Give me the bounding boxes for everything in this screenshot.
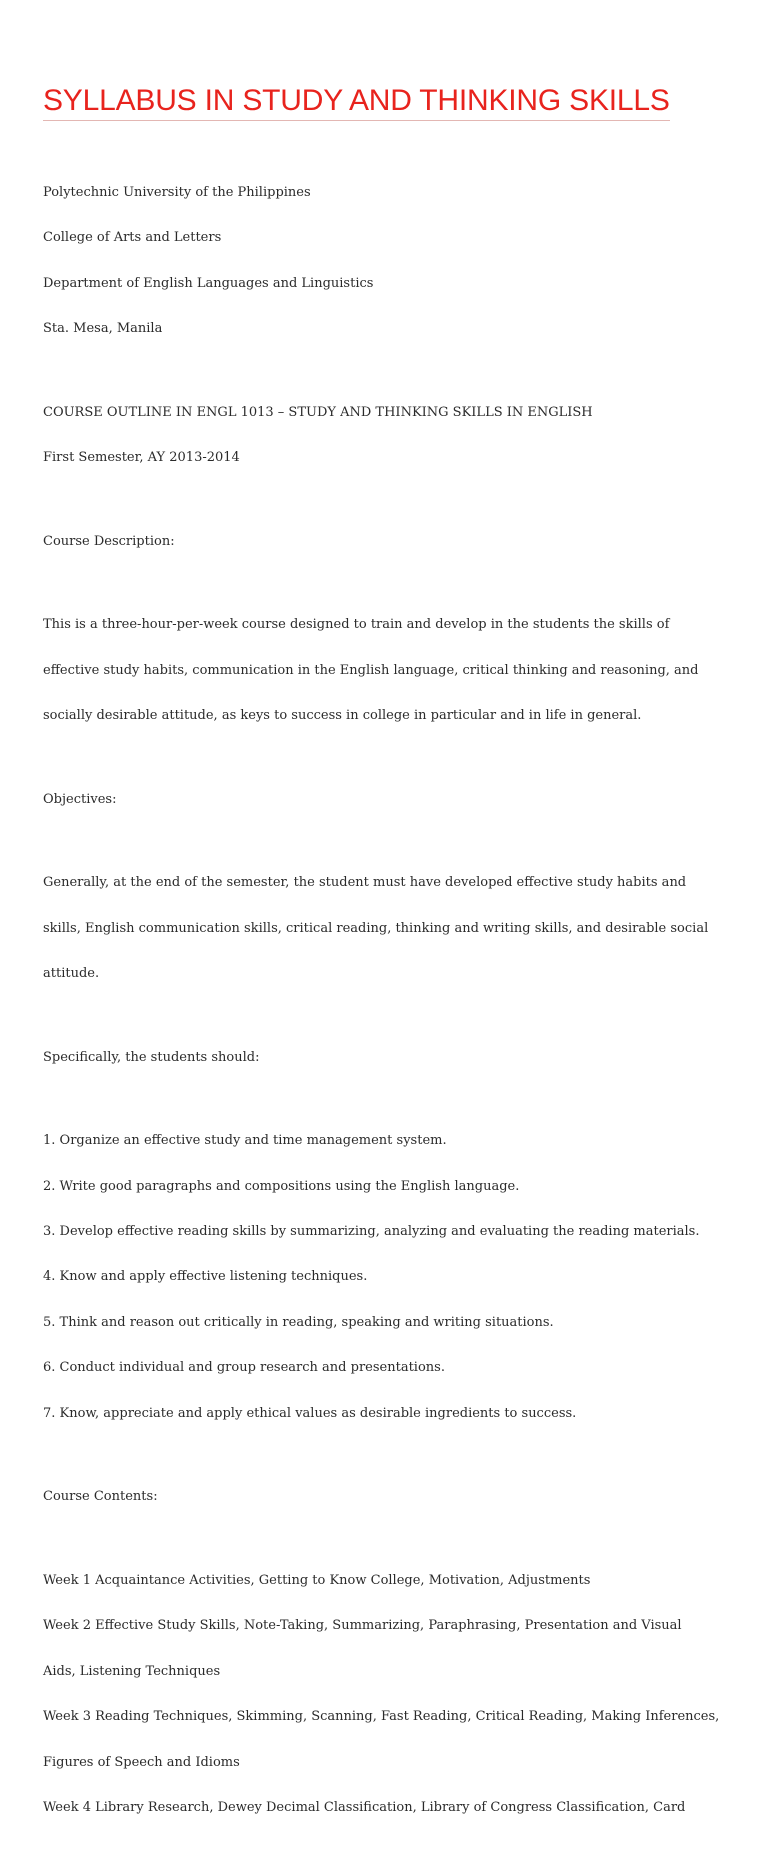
paragraph-line: socially desirable attitude, as keys to success in college in particular and in life in general. xyxy=(43,707,642,723)
week-item: Week 4 Library Research, Dewey Decimal Classification, Library of Congress Classification, Card xyxy=(43,1799,686,1815)
week-item: Week 1 Acquaintance Activities, Getting to Know College, Motivation, Adjustments xyxy=(43,1572,591,1588)
institution-line: Sta. Mesa, Manila xyxy=(43,320,163,336)
objectives-heading: Objectives: xyxy=(43,791,117,807)
objective-item: 3. Develop effective reading skills by summarizing, analyzing and evaluating the reading materials. xyxy=(43,1224,700,1240)
week-item-continued: Figures of Speech and Idioms xyxy=(43,1754,240,1770)
objective-item: 2. Write good paragraphs and compositions using the English language. xyxy=(43,1178,520,1194)
course-contents-heading: Course Contents: xyxy=(43,1489,158,1505)
objective-item: 1. Organize an effective study and time management system. xyxy=(43,1133,447,1149)
institution-line: College of Arts and Letters xyxy=(43,230,222,246)
objectives-list xyxy=(43,1108,723,1449)
objectives-general-text xyxy=(43,849,723,1008)
objective-item: 7. Know, appreciate and apply ethical values as desirable ingredients to success. xyxy=(43,1405,577,1421)
course-outline-block xyxy=(43,379,723,493)
week-item: Week 3 Reading Techniques, Skimming, Scanning, Fast Reading, Critical Reading, Making Inferences, xyxy=(43,1709,720,1725)
objectives-specific-intro: Specifically, the students should: xyxy=(43,1049,260,1065)
document-title: SYLLABUS IN STUDY AND THINKING SKILLS xyxy=(43,84,670,117)
objective-item: 5. Think and reason out critically in reading, speaking and writing situations. xyxy=(43,1314,554,1330)
paragraph-line: effective study habits, communication in the English language, critical thinking and reasoning, and xyxy=(43,662,699,678)
week-item-continued: Aids, Listening Techniques xyxy=(43,1663,221,1679)
objective-item: 6. Conduct individual and group research and presentations. xyxy=(43,1360,445,1376)
institution-line: Department of English Languages and Linguistics xyxy=(43,275,374,291)
objective-item: 4. Know and apply effective listening techniques. xyxy=(43,1269,368,1285)
course-description-heading: Course Description: xyxy=(43,533,175,549)
course-contents-list xyxy=(43,1547,723,1842)
paragraph-line: This is a three-hour-per-week course designed to train and develop in the students the skills of xyxy=(43,617,670,633)
title-underline xyxy=(43,120,670,121)
paragraph-line: skills, English communication skills, critical reading, thinking and writing skills, and desirable social xyxy=(43,920,709,936)
document-body xyxy=(43,159,723,1858)
semester-line: First Semester, AY 2013-2014 xyxy=(43,449,240,465)
institution-line: Polytechnic University of the Philippines xyxy=(43,184,311,200)
institution-block xyxy=(43,159,723,363)
paragraph-line: Generally, at the end of the semester, the student must have developed effective study habits and xyxy=(43,875,687,891)
paragraph-line: attitude. xyxy=(43,966,100,981)
course-description-text xyxy=(43,591,723,750)
week-item: Week 2 Effective Study Skills, Note-Taking, Summarizing, Paraphrasing, Presentation and Visual xyxy=(43,1618,682,1634)
course-outline-title: COURSE OUTLINE IN ENGL 1013 – STUDY AND THINKING SKILLS IN ENGLISH xyxy=(43,404,593,420)
